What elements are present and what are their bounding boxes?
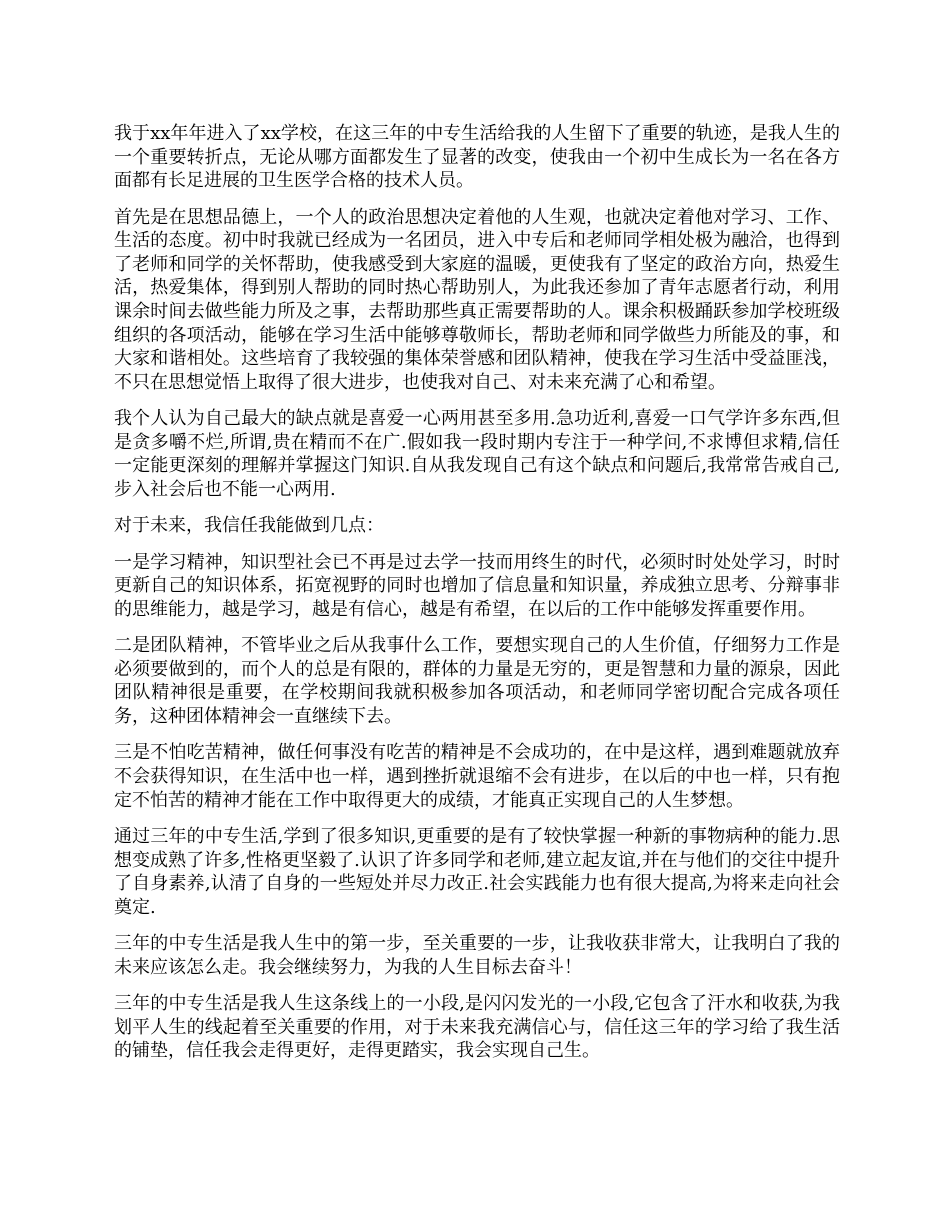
- paragraph-shortcomings: 我个人认为自己最大的缺点就是喜爱一心两用甚至多用.急功近利,喜爱一口气学许多东西,但是贪多嚼不烂,所谓,贵在精而不在广.假如我一段时期内专注于一种学问,不求博但求精,信任一定能更深刻的理解并掌握这门知识.自从我发现自己有这个缺点和问题后,我常常告戒自己,步入社会后也不能一心两用.: [114, 408, 840, 500]
- paragraph-learning-spirit: 一是学习精神，知识型社会已不再是过去学一技而用终生的时代，必须时时处处学习，时时更新自己的知识体系，拓宽视野的同时也增加了信息量和知识量，养成独立思考、分辩事非的思维能力，越是学习，越是有信心，越是有希望，在以后的工作中能够发挥重要作用。: [114, 551, 840, 620]
- paragraph-ideology: 首先是在思想品德上，一个人的政治思想决定着他的人生观，也就决定着他对学习、工作、生活的态度。初中时我就已经成为一名团员，进入中专后和老师同学相处极为融洽，也得到了老师和同学的关怀帮助，使我感受到大家庭的温暖，更使我有了坚定的政治方向，热爱生活，热爱集体，得到别人帮助的同时热心帮助别人，为此我还参加了青年志愿者行动，利用课余时间去做些能力所及之事，去帮助那些真正需要帮助的人。课余积极踊跃参加学校班级组织的各项活动，能够在学习生活中能够尊敬师长，帮助老师和同学做些力所能及的事，和大家和谐相处。这些培育了我较强的集体荣誉感和团队精神，使我在学习生活中受益匪浅，不只在思想觉悟上取得了很大进步，也使我对自己、对未来充满了心和希望。: [114, 206, 840, 393]
- paragraph-gains: 通过三年的中专生活,学到了很多知识,更重要的是有了较快掌握一种新的事物病种的能力.思想变成熟了许多,性格更坚毅了.认识了许多同学和老师,建立起友谊,并在与他们的交往中提升了自身素养,认清了自身的一些短处并尽力改正.社会实践能力也有很大提高,为将来走向社会奠定.: [114, 826, 840, 918]
- paragraph-team-spirit: 二是团队精神，不管毕业之后从我事什么工作，要想实现自己的人生价值，仔细努力工作是必须要做到的，而个人的总是有限的，群体的力量是无穷的，更是智慧和力量的源泉，因此团队精神很是重要，在学校期间我就积极参加各项活动，和老师同学密切配合完成各项任务，这种团体精神会一直继续下去。: [114, 635, 840, 728]
- document-body: [114, 122, 840, 1076]
- paragraph-conclusion: 三年的中专生活是我人生这条线上的一小段,是闪闪发光的一小段,它包含了汗水和收获,为我划平人生的线起着至关重要的作用，对于未来我充满信心与，信任这三年的学习给了我生活的铺垫，信任我会走得更好，走得更踏实，我会实现自己生。: [114, 993, 840, 1062]
- paragraph-first-step: 三年的中专生活是我人生中的第一步，至关重要的一步，让我收获非常大，让我明白了我的未来应该怎么走。我会继续努力，为我的人生目标去奋斗！: [114, 933, 840, 978]
- paragraph-intro: 我于xx年年进入了xx学校，在这三年的中专生活给我的人生留下了重要的轨迹，是我人生的一个重要转折点，无论从哪方面都发生了显著的改变，使我由一个初中生成长为一名在各方面都有长足进展的卫生医学合格的技术人员。: [114, 123, 840, 192]
- paragraph-hardship-spirit: 三是不怕吃苦精神，做任何事没有吃苦的精神是不会成功的，在中是这样，遇到难题就放弃不会获得知识，在生活中也一样，遇到挫折就退缩不会有进步，在以后的中也一样，只有抱定不怕苦的精神才能在工作中取得更大的成绩，才能真正实现自己的人生梦想。: [114, 742, 840, 811]
- paragraph-future-intro: 对于未来，我信任我能做到几点：: [114, 515, 384, 537]
